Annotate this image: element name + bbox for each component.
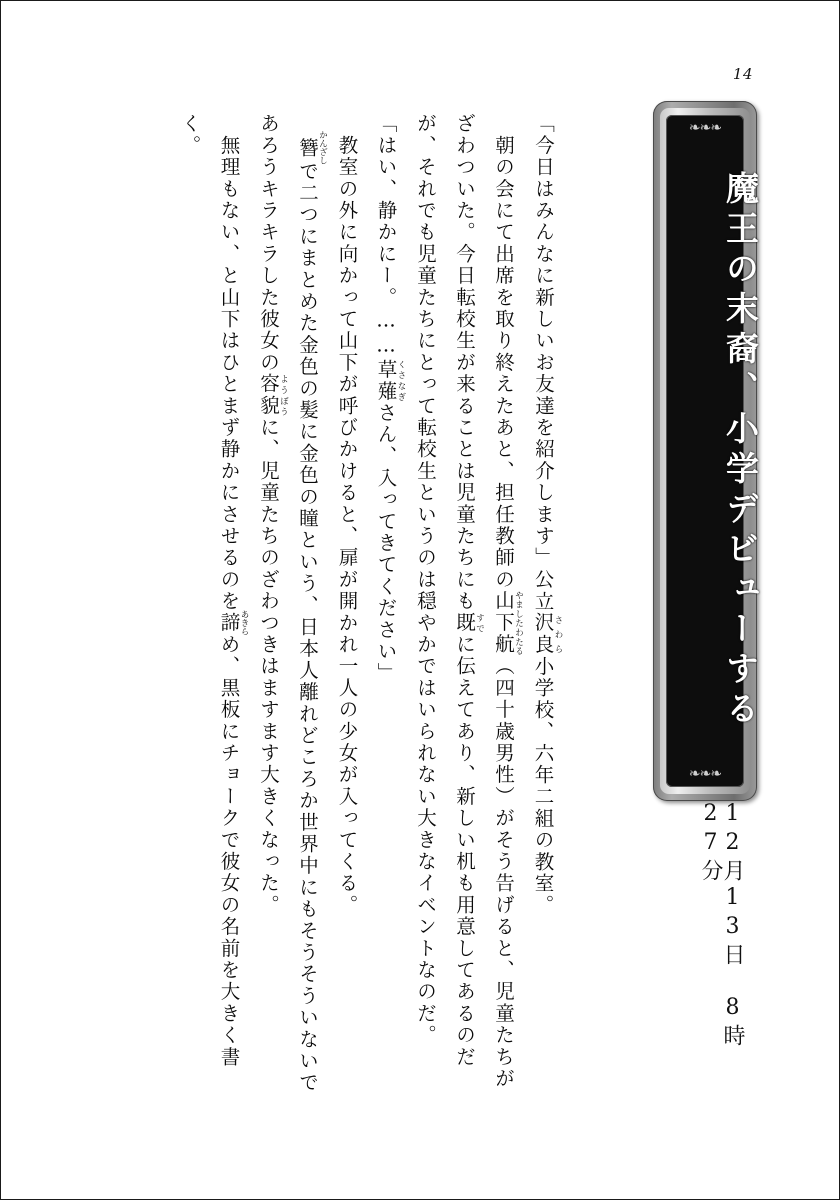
paragraph: 朝の会にて出席を取り終えたあと、担任教師の山下航やましたわたる（四十歳男性）がそう告げると、児童たちがざわついた。今日転校生が来ることは児童たちにも既すでに伝えてあり、新しい机も用意してあるのだが、それでも児童たちにとって転校生というのは穏やかではいられない大きなイベントなのだ。 bbox=[414, 113, 524, 1090]
paragraph: 教室の外に向かって山下が呼びかけると、扉が開かれ一人の少女が入ってくる。 bbox=[335, 113, 359, 916]
ornament-top-icon: ❧❧❧ bbox=[688, 120, 722, 136]
chapter-title: 魔王の末裔、小学デビューする bbox=[721, 171, 760, 731]
ornament-bottom-icon: ❧❧❧ bbox=[688, 766, 722, 782]
body-text bbox=[89, 113, 563, 1099]
paragraph: 「はい、静かにー。……草薙くさなぎさん、入ってきてください」 bbox=[374, 113, 406, 685]
paragraph: 公立沢良さわら小学校、六年二組の教室。 bbox=[531, 568, 563, 916]
paragraph: 「今日はみんなに新しいお友達を紹介します」 bbox=[532, 113, 555, 569]
dateline: 12月13日 8時27分 bbox=[698, 801, 745, 1050]
paragraph: 無理もない、と山下はひとまず静かにさせるのを諦あきらめ、黒板にチョークで彼女の名前を大きく書く。 bbox=[178, 113, 249, 1068]
page-number: 14 bbox=[732, 65, 753, 83]
chapter-title-plate bbox=[653, 101, 760, 801]
paragraph: 簪かんざしで二つにまとめた金色の髪に金色の瞳という、日本人離れどころか世界中にもそうそういないであろうキラキラした彼女の容貌ようぼうに、児童たちのざわつきはますます大きくなった。 bbox=[257, 113, 328, 1094]
